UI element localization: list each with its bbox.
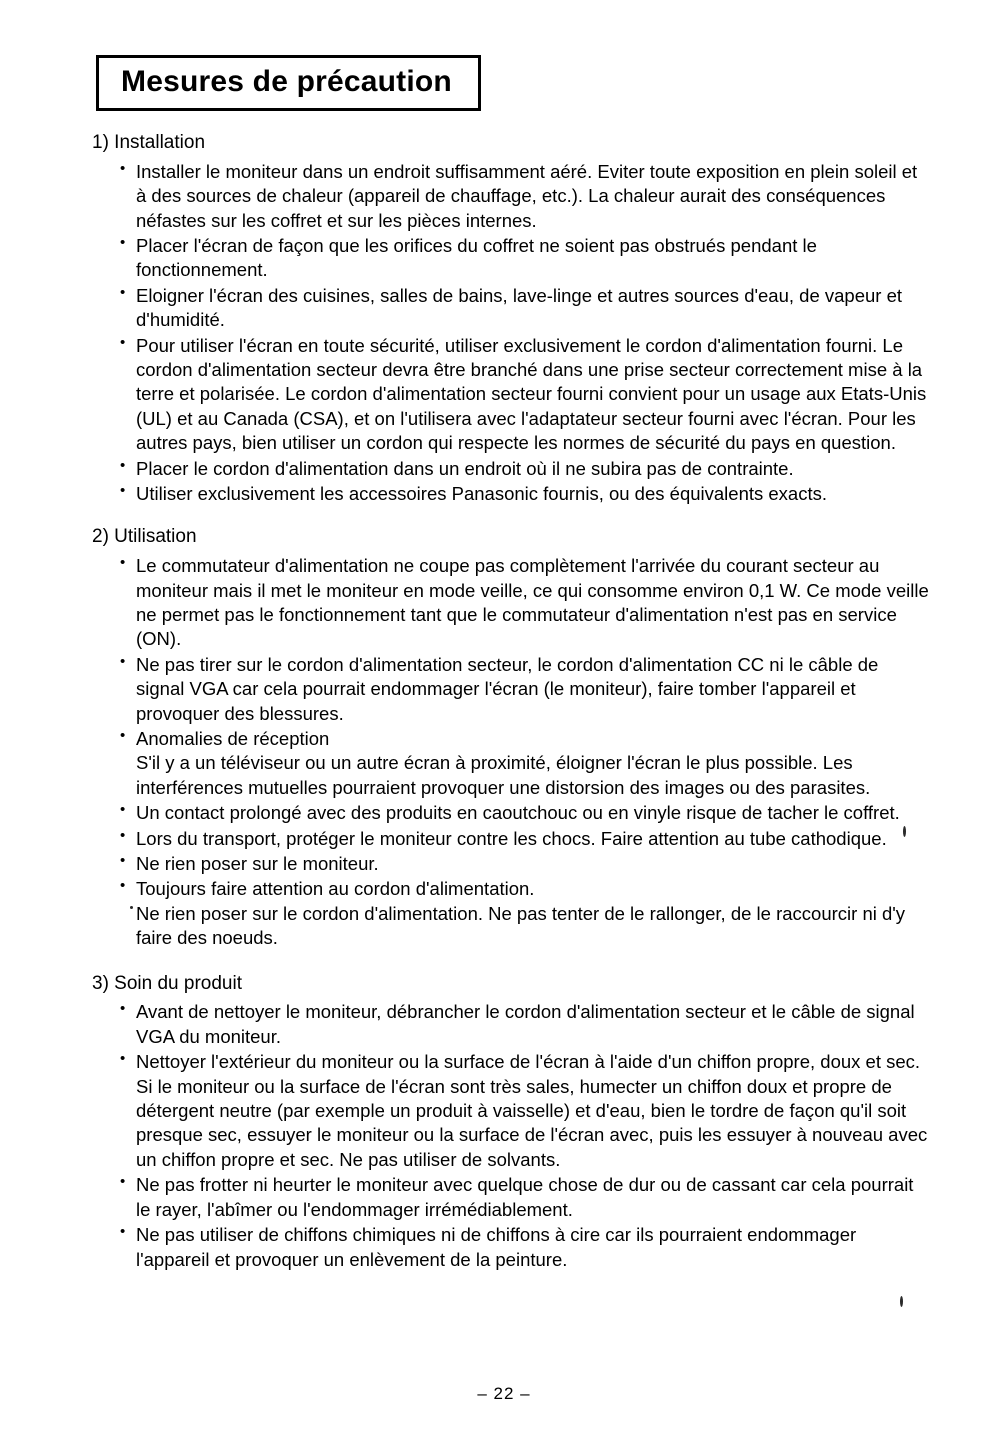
- list-item-text: • Avant de nettoyer le moniteur, débrancher le cordon d'alimentation secteur et le câble de signal VGA du moniteur.: [136, 1001, 915, 1047]
- list-item: [120, 877, 930, 950]
- bullet-list: [88, 554, 930, 951]
- list-item: [120, 653, 930, 726]
- list-item: [120, 160, 930, 233]
- list-item: [120, 852, 930, 876]
- bullet-list: [88, 160, 930, 507]
- list-item: [120, 482, 930, 506]
- list-item-text: • Placer le cordon d'alimentation dans un endroit où il ne subira pas de contrainte.: [136, 457, 794, 479]
- list-item: [120, 801, 930, 825]
- list-item-text: • Ne rien poser sur le moniteur.: [136, 853, 379, 875]
- list-item: [120, 554, 930, 652]
- scan-artifact: [900, 1296, 903, 1307]
- bullet-list: [88, 1000, 930, 1271]
- list-item: [120, 234, 930, 283]
- page-number: – 22 –: [477, 1384, 531, 1403]
- list-item: [120, 1000, 930, 1049]
- list-item: [120, 1173, 930, 1222]
- list-item-subtext: Ne rien poser sur le cordon d'alimentation. Ne pas tenter de le rallonger, de le raccourcir ni d'y faire des noeuds.: [136, 902, 906, 949]
- page-footer: [0, 1384, 1008, 1404]
- list-item: [120, 457, 930, 481]
- section-heading: 1) Installation: [92, 132, 206, 153]
- section-installation: [88, 131, 930, 506]
- list-item-text: • Nettoyer l'extérieur du moniteur ou la surface de l'écran à l'aide d'un chiffon propre, doux et sec. Si le moniteur ou la surface de l'écran sont très sales, humecter un chiffon doux et propre de détergent neutre (par exemple un produit à vaisselle) et d'eau, bien le tordre de façon qu'il soit presque sec, essuyer le moniteur ou la surface de l'écran avec, puis les essuyer à nouveau avec un chiffon propre et sec. Ne pas utiliser de solvants.: [136, 1051, 928, 1170]
- list-item-text: • Pour utiliser l'écran en toute sécurité, utiliser exclusivement le cordon d'alimentation fourni. Le cordon d'alimentation secteur devra être branché dans une prise secteur correctement mise à la terre et polarisée. Le cordon d'alimentation secteur fourni convient pour un usage aux Etats-Unis (UL) et au Canada (CSA), et on l'utilisera avec l'adaptateur secteur fourni avec l'écran. Pour les autres pays, bien utiliser un cordon qui respecte les normes de sécurité du pays en question.: [136, 334, 927, 454]
- list-item: [120, 284, 930, 333]
- page-title-box: [96, 55, 481, 111]
- list-item-text: • Le commutateur d'alimentation ne coupe pas complètement l'arrivée du courant secteur au moniteur mais il met le moniteur en mode veille, ce qui consomme environ 0,1 W. Ce mode veille ne permet pas le fonctionnement tant que le commutateur d'alimentation n'est pas en service (ON).: [136, 555, 929, 650]
- section-heading: 2) Utilisation: [92, 526, 197, 548]
- list-item: [120, 1223, 930, 1272]
- scan-artifact: [130, 906, 133, 909]
- list-item-text: • Ne pas utiliser de chiffons chimiques ni de chiffons à cire car ils pourraient endommager l'appareil et provoquer un enlèvement de la peinture.: [136, 1224, 857, 1270]
- section-heading: 3) Soin du produit: [92, 972, 242, 994]
- list-item-text: • Utiliser exclusivement les accessoires Panasonic fournis, ou des équivalents exacts.: [136, 483, 827, 505]
- list-item-text: • Toujours faire attention au cordon d'alimentation.: [136, 878, 535, 900]
- list-item-text: • Lors du transport, protéger le moniteur contre les chocs. Faire attention au tube cathodique.: [136, 827, 887, 849]
- list-item: [120, 727, 930, 800]
- list-item: [120, 827, 930, 851]
- list-item-text: • Ne pas tirer sur le cordon d'alimentation secteur, le cordon d'alimentation CC ni le câble de signal VGA car cela pourrait endommager l'écran (le moniteur), faire tomber l'appareil et provoquer des blessures.: [136, 653, 879, 724]
- list-item-text: • Ne pas frotter ni heurter le moniteur avec quelque chose de dur ou de cassant car cela pourrait le rayer, l'abîmer ou l'endommager irrémédiablement.: [136, 1174, 914, 1220]
- list-item-text: • Anomalies de réception: [136, 728, 330, 750]
- section-soin-du-produit: [88, 972, 930, 1272]
- list-item-text: • Un contact prolongé avec des produits en caoutchouc ou en vinyle risque de tacher le coffret.: [136, 802, 900, 824]
- list-item-text: • Installer le moniteur dans un endroit suffisamment aéré. Eviter toute exposition en plein soleil et à des sources de chaleur (appareil de chauffage, etc.). La chaleur aurait des conséquences néfastes sur les coffret et sur les pièces internes.: [136, 160, 918, 231]
- list-item-subtext: S'il y a un téléviseur ou un autre écran à proximité, éloigner l'écran le plus possible. Les interférences mutuelles pourraient provoquer une distorsion des images ou des parasites.: [136, 752, 871, 798]
- list-item: [120, 334, 930, 456]
- page-title: Mesures de précaution: [121, 65, 452, 98]
- section-utilisation: [88, 525, 930, 950]
- scan-artifact: [903, 826, 906, 837]
- list-item-text: • Eloigner l'écran des cuisines, salles de bains, lave-linge et autres sources d'eau, de vapeur et d'humidité.: [136, 284, 903, 331]
- list-item-text: • Placer l'écran de façon que les orifices du coffret ne soient pas obstrués pendant le fonctionnement.: [136, 234, 817, 281]
- list-item: [120, 1050, 930, 1172]
